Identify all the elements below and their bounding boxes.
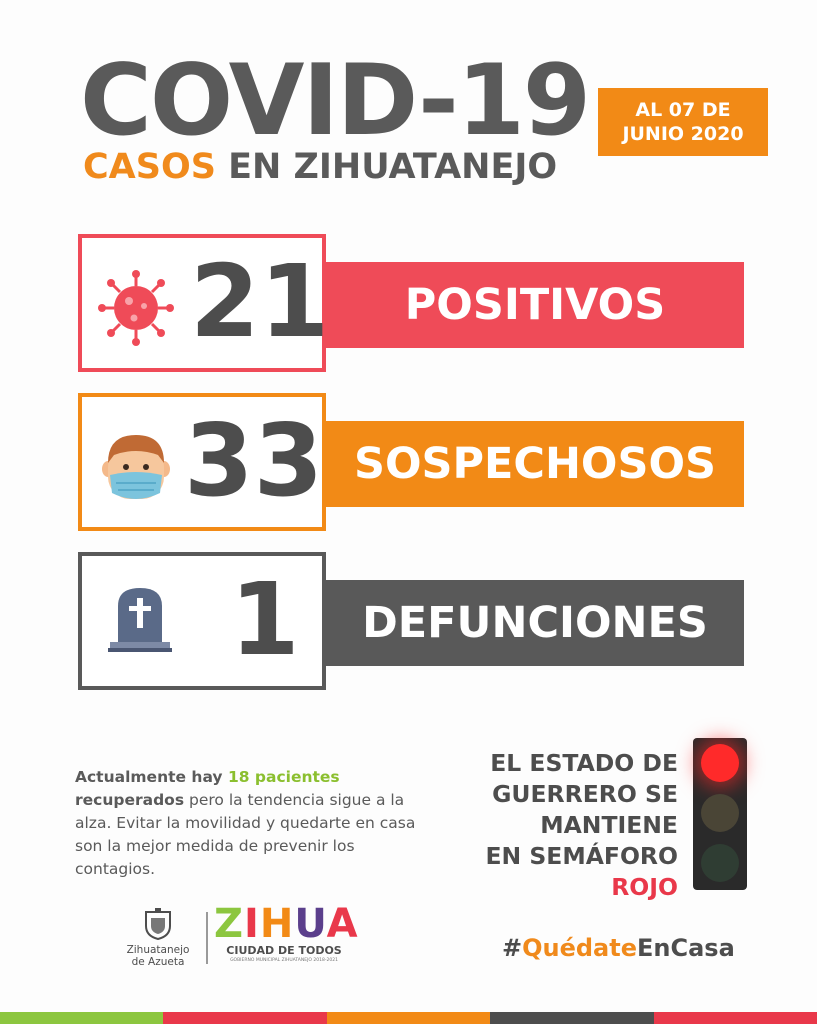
note-part-2: recuperados xyxy=(75,791,185,809)
stat-bar-positivos xyxy=(326,262,744,348)
tombstone-icon xyxy=(108,584,172,656)
recovered-note xyxy=(75,766,435,881)
date-line-2: JUNIO 2020 xyxy=(622,123,744,145)
stat-box-defunciones xyxy=(78,552,326,690)
logo-divider xyxy=(206,912,208,964)
virus-icon xyxy=(96,268,176,348)
page-title: COVID-19 xyxy=(80,44,590,158)
traffic-light-red xyxy=(701,744,739,782)
stat-box-positivos xyxy=(78,234,330,372)
subtitle-highlight: CASOS xyxy=(83,147,216,187)
semaforo-line-2: GUERRERO SE xyxy=(492,780,678,808)
stat-label-defunciones: DEFUNCIONES xyxy=(362,598,708,648)
date-badge xyxy=(598,88,768,156)
note-highlight: 18 pacientes xyxy=(227,768,340,786)
subtitle-rest: EN ZIHUATANEJO xyxy=(215,147,558,187)
hashtag-hash: # xyxy=(502,934,523,962)
hashtag-orange: Quédate xyxy=(522,934,637,962)
footer-stripe-red xyxy=(163,1012,326,1024)
municipio-line-2: de Azueta xyxy=(131,956,185,968)
footer-stripe-green xyxy=(0,1012,163,1024)
semaforo-line-4: EN SEMÁFORO xyxy=(485,842,678,870)
municipio-name xyxy=(112,944,204,968)
note-part-1: Actualmente hay xyxy=(75,768,228,786)
hashtag-rest: EnCasa xyxy=(637,934,735,962)
traffic-light-green xyxy=(701,844,739,882)
footer-color-bar xyxy=(0,1012,817,1024)
footer-stripe-gray xyxy=(490,1012,653,1024)
date-line-1: AL 07 DE xyxy=(635,99,731,121)
traffic-light-yellow xyxy=(701,794,739,832)
stat-label-sospechosos: SOSPECHOSOS xyxy=(354,439,716,489)
semaforo-line-3: MANTIENE xyxy=(540,811,678,839)
hashtag-quedate-en-casa xyxy=(502,934,735,962)
municipio-logo xyxy=(112,908,204,968)
stat-bar-defunciones xyxy=(326,580,744,666)
note-rest: pero la tendencia sigue a la alza. Evitar la movilidad y quedarte en casa son la mejor medida de prevenir los contagios. xyxy=(75,791,416,878)
zihua-gov-text: GOBIERNO MUNICIPAL ZIHUATANEJO 2018-2021 xyxy=(230,958,338,963)
footer-stripe-red-2 xyxy=(654,1012,817,1024)
stat-box-sospechosos xyxy=(78,393,326,531)
semaforo-text xyxy=(470,748,678,903)
footer-stripe-orange xyxy=(327,1012,490,1024)
zihua-tagline: CIUDAD DE TODOS xyxy=(226,944,342,957)
stat-value-positivos: 21 xyxy=(190,243,330,360)
semaforo-line-1: EL ESTADO DE xyxy=(490,749,678,777)
stat-bar-sospechosos xyxy=(326,421,744,507)
zihua-brand: ZIHUA xyxy=(214,901,359,947)
stat-value-defunciones: 1 xyxy=(230,561,300,678)
semaforo-status: ROJO xyxy=(611,873,678,901)
municipio-line-1: Zihuatanejo xyxy=(126,944,190,956)
coat-of-arms-icon xyxy=(143,908,173,940)
stat-label-positivos: POSITIVOS xyxy=(404,280,666,330)
page-subtitle xyxy=(83,147,558,187)
zihua-logo xyxy=(214,901,359,964)
stat-value-sospechosos: 33 xyxy=(184,402,324,519)
traffic-light-icon xyxy=(693,738,747,890)
masked-face-icon xyxy=(100,429,172,505)
